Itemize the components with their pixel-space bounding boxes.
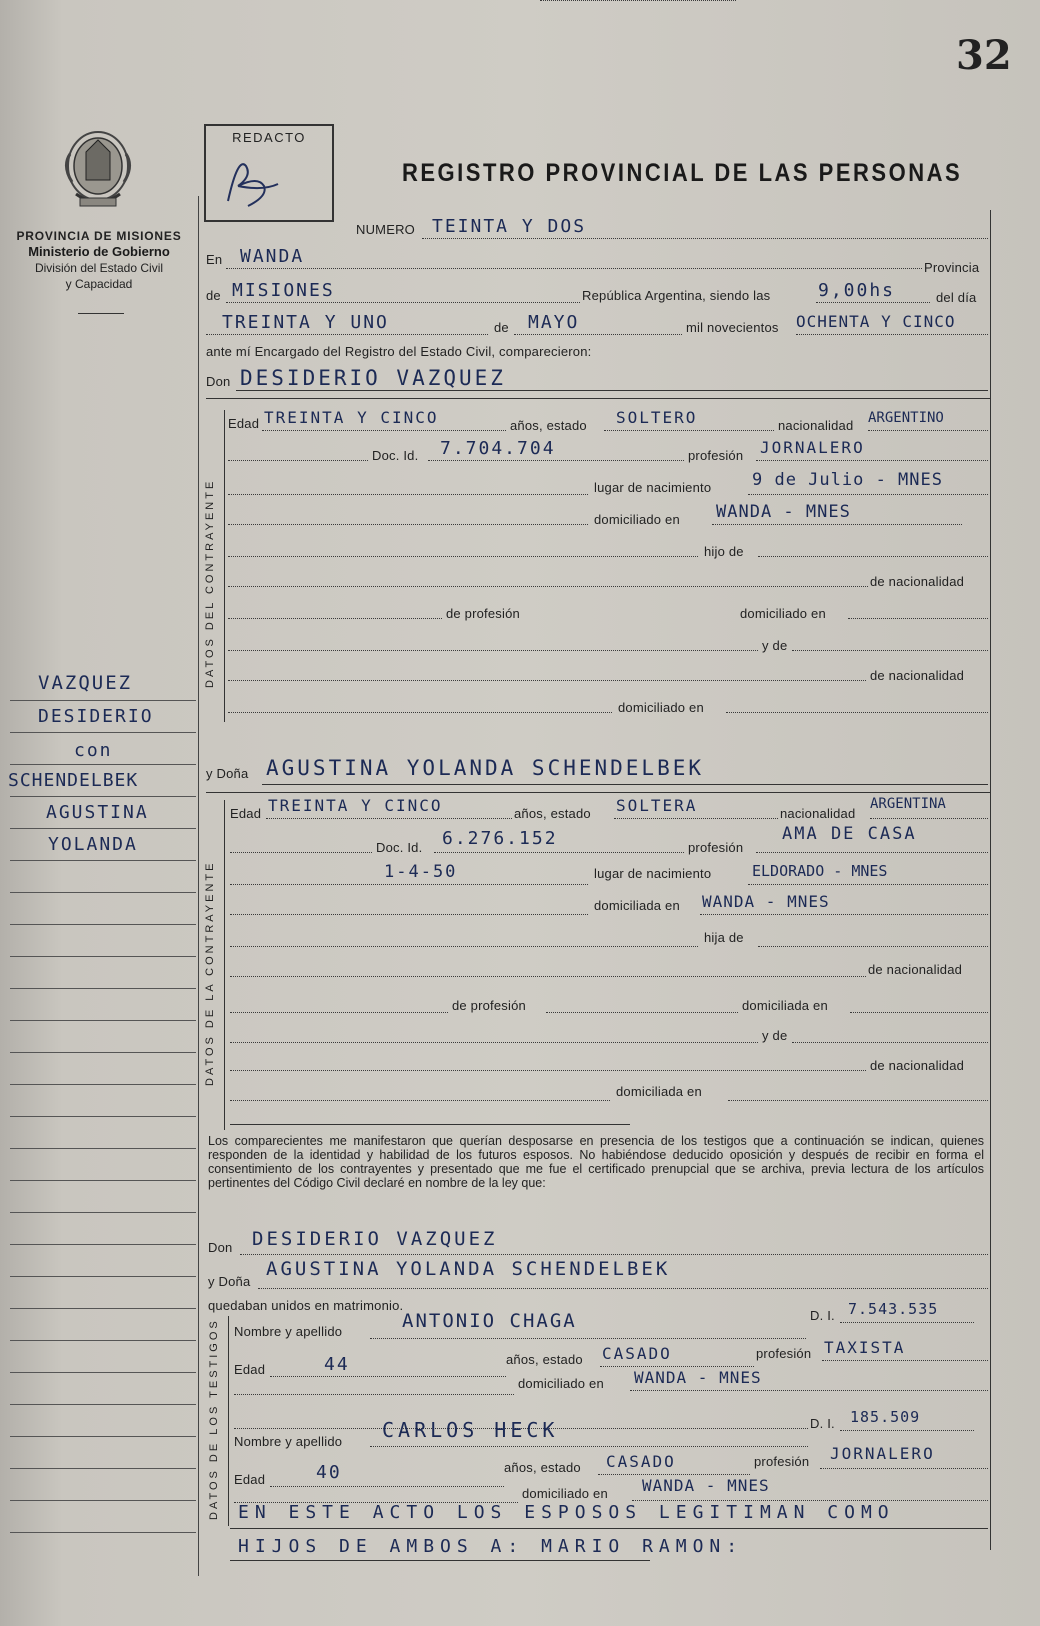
c1-dom-en-label: domiciliado en bbox=[740, 606, 826, 621]
c1-edad-label: Edad bbox=[228, 416, 260, 431]
t1-nombre-value: ANTONIO CHAGA bbox=[402, 1310, 577, 1332]
margin-note-given3: YOLANDA bbox=[48, 834, 138, 855]
c1-de-prof-label: de profesión bbox=[446, 606, 520, 621]
t1-profesion-value: TAXISTA bbox=[824, 1338, 906, 1357]
t1-di-label: D. I. bbox=[810, 1308, 835, 1323]
contrayente1-name: DESIDERIO VAZQUEZ bbox=[240, 366, 506, 390]
c1-dom-en2-label: domiciliado en bbox=[618, 700, 704, 715]
c2-domicilio-value: WANDA - MNES bbox=[702, 892, 830, 911]
c2-dom-en2-label: domiciliada en bbox=[616, 1084, 702, 1099]
margin-rule-line bbox=[10, 860, 196, 861]
dia-value: TREINTA Y UNO bbox=[222, 312, 389, 333]
decl-dona-label: y Doña bbox=[208, 1274, 251, 1289]
c1-domicilio-value: WANDA - MNES bbox=[716, 502, 851, 522]
margin-rule-line bbox=[10, 700, 196, 701]
margin-rule-line bbox=[10, 1148, 196, 1149]
contrayente1-side-label: DATOS DEL CONTRAYENTE bbox=[204, 478, 216, 688]
margin-rule-line bbox=[10, 1276, 196, 1277]
office-capacity: y Capacidad bbox=[65, 277, 133, 291]
en-label: En bbox=[206, 252, 223, 267]
t2-edad-label: Edad bbox=[234, 1472, 266, 1487]
c1-lugar-label: lugar de nacimiento bbox=[594, 480, 712, 495]
note-line-2: HIJOS DE AMBOS A: MARIO RAMON: bbox=[238, 1536, 744, 1557]
margin-rule-line bbox=[10, 828, 196, 829]
decl-don-label: Don bbox=[208, 1240, 233, 1255]
margin-rule-line bbox=[10, 796, 196, 797]
c2-fecha-value: 1-4-50 bbox=[384, 862, 458, 882]
quedaban-text: quedaban unidos en matrimonio. bbox=[208, 1298, 404, 1313]
margin-rule-line bbox=[10, 924, 196, 925]
margin-rule-line bbox=[10, 1020, 196, 1021]
stamp-label: REDACTO bbox=[232, 130, 306, 145]
margin-rule-line bbox=[10, 1052, 196, 1053]
margin-note-given: DESIDERIO bbox=[38, 706, 154, 727]
signature-mark bbox=[208, 146, 328, 216]
margin-rule-line bbox=[10, 1244, 196, 1245]
margin-note-surname2: SCHENDELBEK bbox=[8, 770, 139, 791]
c1-anios-estado-label: años, estado bbox=[510, 418, 587, 433]
t2-di-value: 185.509 bbox=[850, 1408, 921, 1426]
c2-domicilio-label: domiciliada en bbox=[594, 898, 680, 913]
t1-di-value: 7.543.535 bbox=[848, 1300, 939, 1318]
c1-hijo-label: hijo de bbox=[704, 544, 744, 559]
de-value: MISIONES bbox=[232, 280, 335, 301]
c1-edad-value: TREINTA Y CINCO bbox=[264, 408, 439, 427]
c2-doc-label: Doc. Id. bbox=[376, 840, 423, 855]
c1-nacionalidad-value: ARGENTINO bbox=[868, 410, 944, 426]
c1-profesion-label: profesión bbox=[688, 448, 744, 463]
t2-anios-label: años, estado bbox=[504, 1460, 581, 1475]
en-value: WANDA bbox=[240, 246, 305, 267]
decl-dona-value: AGUSTINA YOLANDA SCHENDELBEK bbox=[266, 1258, 671, 1280]
margin-note-surname: VAZQUEZ bbox=[38, 672, 133, 694]
c1-lugar-value: 9 de Julio - MNES bbox=[752, 470, 943, 490]
coat-of-arms-seal bbox=[56, 124, 140, 216]
margin-rule-line bbox=[10, 1468, 196, 1469]
office-division: División del Estado Civil bbox=[34, 261, 164, 275]
t2-dom-label: domiciliado en bbox=[522, 1486, 608, 1501]
redacto-stamp bbox=[204, 124, 334, 222]
c2-de-nac2-label: de nacionalidad bbox=[870, 1058, 965, 1073]
numero-label: NUMERO bbox=[356, 222, 415, 237]
c1-de-nac2-label: de nacionalidad bbox=[870, 668, 965, 683]
t2-nombre-value: CARLOS HECK bbox=[382, 1418, 559, 1442]
c2-lugar-label: lugar de nacimiento bbox=[594, 866, 712, 881]
t2-edad-value: 40 bbox=[316, 1462, 342, 1483]
republica-label: República Argentina, siendo las bbox=[582, 288, 771, 303]
mil-label: mil novecientos bbox=[686, 320, 779, 335]
margin-rule-line bbox=[10, 1180, 196, 1181]
c2-dom-en-label: domiciliada en bbox=[742, 998, 828, 1013]
margin-rule-line bbox=[10, 956, 196, 957]
margin-rule-line bbox=[10, 1404, 196, 1405]
margin-note-given2: AGUSTINA bbox=[46, 802, 149, 823]
margin-rule-line bbox=[10, 988, 196, 989]
t2-nombre-label: Nombre y apellido bbox=[234, 1434, 343, 1449]
don-label: Don bbox=[206, 374, 231, 389]
t2-profesion-label: profesión bbox=[754, 1454, 810, 1469]
c2-edad-label: Edad bbox=[230, 806, 262, 821]
anio-value: OCHENTA Y CINCO bbox=[796, 312, 956, 331]
declaration-text: Los comparecientes me manifestaron que querían desposarse en presencia de los testigos que a continuación se indican, quienes responden de la identidad y habilidad de los futuros esposos. No habiéndose deducido oposición y después de recibir en forma el consentimiento de los contrayentes y presentado que me fue el certificado prenupcial que se archiva, previa lectura de los artículos pertinentes del Código Civil declaré en nombre de la ley que: bbox=[208, 1134, 984, 1190]
c2-profesion-value: AMA DE CASA bbox=[782, 824, 917, 844]
office-province: PROVINCIA DE MISIONES bbox=[16, 229, 182, 243]
t1-anios-label: años, estado bbox=[506, 1352, 583, 1367]
del-dia-label: del día bbox=[936, 290, 977, 305]
office-ministry: Ministerio de Gobierno bbox=[28, 244, 170, 259]
margin-rule-line bbox=[10, 1084, 196, 1085]
t1-dom-value: WANDA - MNES bbox=[634, 1368, 762, 1387]
c1-domicilio-label: domiciliado en bbox=[594, 512, 680, 527]
margin-rule-line bbox=[10, 892, 196, 893]
c2-y-de-label: y de bbox=[762, 1028, 788, 1043]
c1-estado-value: SOLTERO bbox=[616, 408, 698, 427]
dona-label: y Doña bbox=[206, 766, 249, 781]
de-mes-label: de bbox=[494, 320, 509, 335]
margin-note-con: con bbox=[74, 740, 113, 761]
t1-profesion-label: profesión bbox=[756, 1346, 812, 1361]
office-heading bbox=[0, 228, 198, 292]
mes-value: MAYO bbox=[528, 312, 580, 333]
margin-rule-line bbox=[10, 732, 196, 733]
t2-profesion-value: JORNALERO bbox=[830, 1444, 935, 1463]
t2-di-label: D. I. bbox=[810, 1416, 835, 1431]
c2-anios-estado-label: años, estado bbox=[514, 806, 591, 821]
c2-profesion-label: profesión bbox=[688, 840, 744, 855]
t2-estado-value: CASADO bbox=[606, 1452, 676, 1471]
c2-nacionalidad-value: ARGENTINA bbox=[870, 796, 946, 812]
c2-nacionalidad-label: nacionalidad bbox=[780, 806, 856, 821]
hora-value: 9,00hs bbox=[818, 280, 896, 301]
t1-dom-label: domiciliado en bbox=[518, 1376, 604, 1391]
margin-rule-line bbox=[10, 1116, 196, 1117]
c2-lugar-value: ELDORADO - MNES bbox=[752, 862, 888, 880]
t2-dom-value: WANDA - MNES bbox=[642, 1476, 770, 1495]
ante-text: ante mí Encargado del Registro del Estado Civil, comparecieron: bbox=[206, 344, 592, 359]
c2-edad-value: TREINTA Y CINCO bbox=[268, 796, 443, 815]
t1-edad-value: 44 bbox=[324, 1354, 350, 1375]
margin-rule-line bbox=[10, 1308, 196, 1309]
margin-rule-line bbox=[10, 1532, 196, 1533]
margin-rule-line bbox=[10, 764, 196, 765]
c2-estado-value: SOLTERA bbox=[616, 796, 698, 815]
testigos-side-label: DATOS DE LOS TESTIGOS bbox=[208, 1318, 220, 1520]
margin-rule-line bbox=[10, 1500, 196, 1501]
c2-de-prof-label: de profesión bbox=[452, 998, 526, 1013]
note-line-1: EN ESTE ACTO LOS ESPOSOS LEGITIMAN COMO bbox=[238, 1502, 895, 1523]
c1-doc-value: 7.704.704 bbox=[440, 438, 556, 459]
margin-rule-line bbox=[10, 1212, 196, 1213]
c2-hija-label: hija de bbox=[704, 930, 744, 945]
provincia-label: Provincia bbox=[924, 260, 980, 275]
c1-y-de-label: y de bbox=[762, 638, 788, 653]
margin-rule-line bbox=[10, 1340, 196, 1341]
t1-edad-label: Edad bbox=[234, 1362, 266, 1377]
c2-de-nac-label: de nacionalidad bbox=[868, 962, 963, 977]
t1-estado-value: CASADO bbox=[602, 1344, 672, 1363]
page-number: 32 bbox=[956, 32, 1012, 79]
numero-value: TEINTA Y DOS bbox=[432, 216, 587, 237]
contrayente2-name: AGUSTINA YOLANDA SCHENDELBEK bbox=[266, 756, 705, 780]
contrayente2-side-label: DATOS DE LA CONTRAYENTE bbox=[204, 860, 216, 1086]
c2-doc-value: 6.276.152 bbox=[442, 828, 558, 849]
margin-rule-line bbox=[10, 1436, 196, 1437]
decl-don-value: DESIDERIO VAZQUEZ bbox=[252, 1228, 498, 1250]
c1-doc-label: Doc. Id. bbox=[372, 448, 419, 463]
form-title: REGISTRO PROVINCIAL DE LAS PERSONAS bbox=[402, 158, 963, 187]
de-label: de bbox=[206, 288, 221, 303]
c1-nacionalidad-label: nacionalidad bbox=[778, 418, 854, 433]
c1-profesion-value: JORNALERO bbox=[760, 438, 865, 457]
t1-nombre-label: Nombre y apellido bbox=[234, 1324, 343, 1339]
margin-rule-line bbox=[10, 1372, 196, 1373]
c1-de-nac-label: de nacionalidad bbox=[870, 574, 965, 589]
